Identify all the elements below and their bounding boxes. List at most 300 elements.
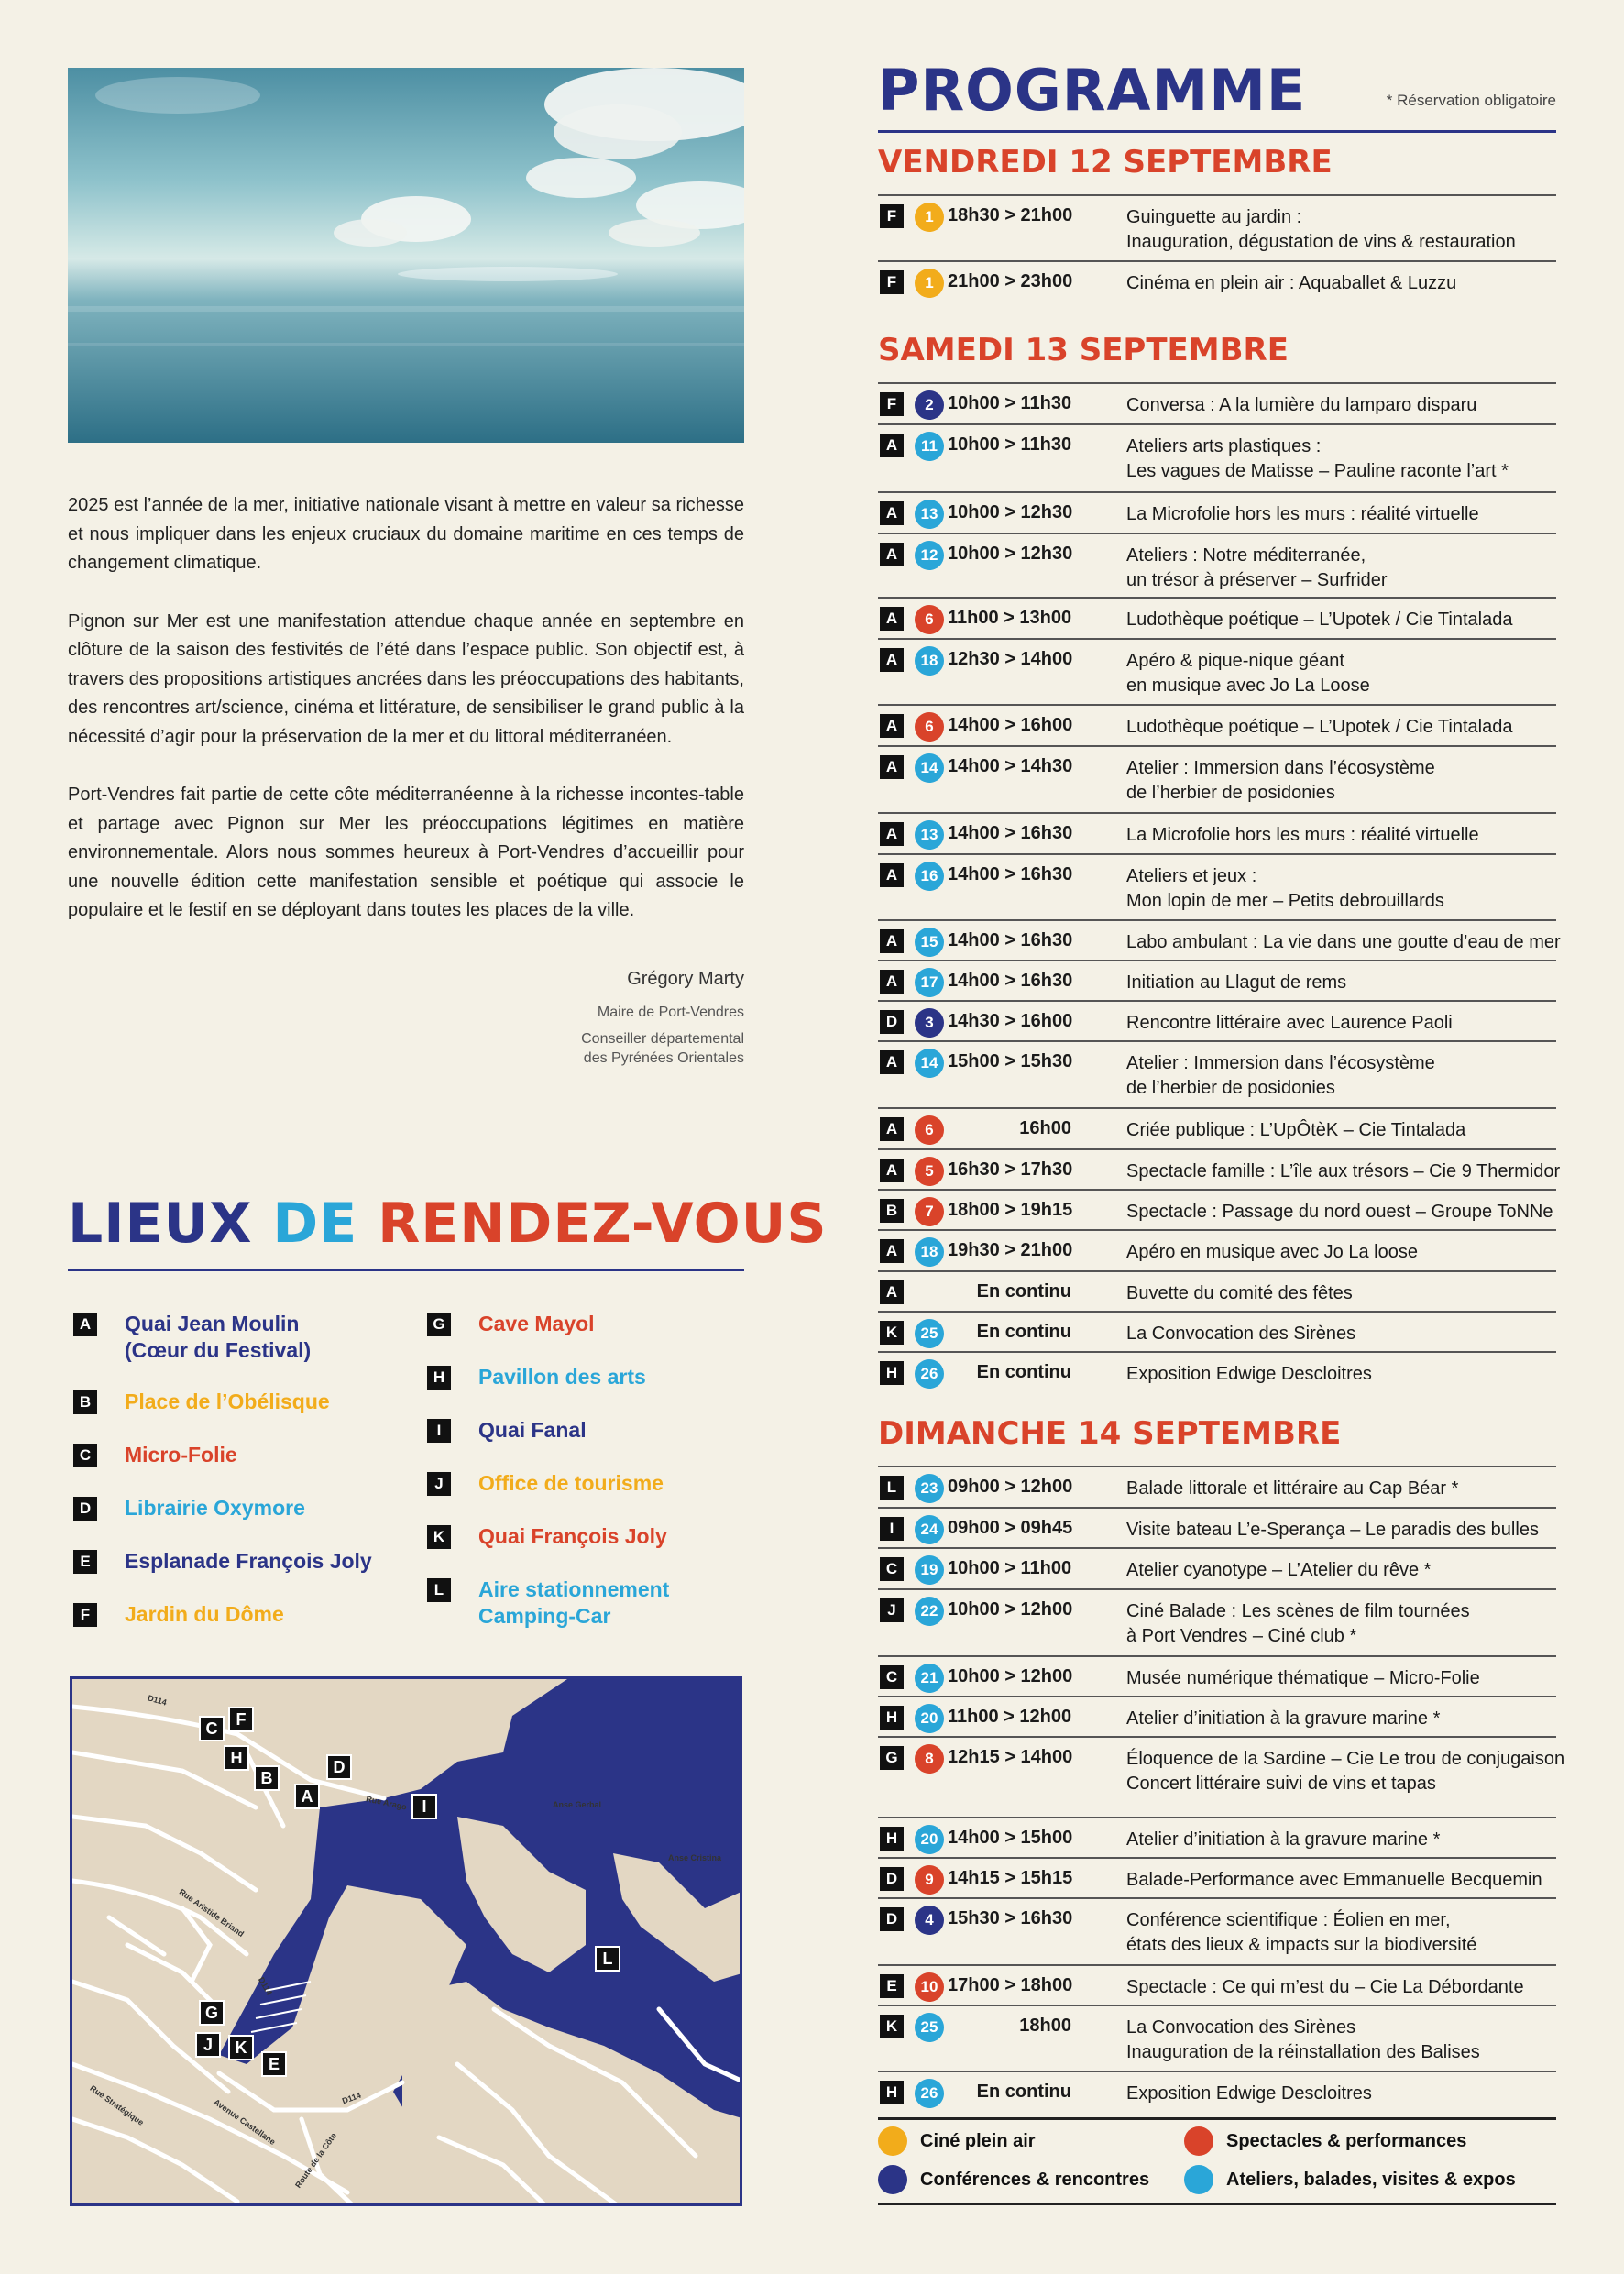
event-description xyxy=(1126,205,1557,255)
venue-name-line: Micro-Folie xyxy=(125,1443,237,1467)
event-description-line: Atelier : Immersion dans l’écosystème xyxy=(1126,1053,1435,1073)
event-time: 14h00 > 16h30 xyxy=(948,930,1073,950)
event-description xyxy=(1126,393,1557,418)
legend-dot-icon xyxy=(1184,2126,1213,2156)
venue-letter-badge: C xyxy=(73,1444,97,1467)
event-number-badge: 1 xyxy=(915,203,944,232)
event-number-badge: 20 xyxy=(915,1704,944,1733)
venue-map xyxy=(70,1676,742,2206)
legend-dot-icon xyxy=(1184,2165,1213,2194)
event-number-badge: 5 xyxy=(915,1157,944,1186)
event-time: 16h30 > 17h30 xyxy=(948,1159,1073,1180)
event-time: 09h00 > 09h45 xyxy=(948,1518,1073,1538)
venue-item xyxy=(427,1366,646,1390)
event-description-line: Buvette du comité des fêtes xyxy=(1126,1283,1353,1303)
programme-row xyxy=(878,194,1556,260)
programme-row xyxy=(878,638,1556,704)
event-number-badge: 6 xyxy=(915,1115,944,1145)
event-time: 10h00 > 11h00 xyxy=(948,1558,1072,1578)
event-number-badge: 11 xyxy=(915,432,944,461)
road-label: Rue Stratégique xyxy=(88,2083,146,2127)
venue-letter-badge: G xyxy=(880,1746,904,1770)
venue-name xyxy=(125,1495,305,1521)
event-number-badge: 3 xyxy=(915,1008,944,1038)
event-description xyxy=(1126,1011,1557,1036)
event-time: En continu xyxy=(976,1362,1071,1382)
event-description xyxy=(1126,1599,1557,1649)
event-time: 12h15 > 14h00 xyxy=(948,1747,1073,1767)
event-description-line: La Convocation des Sirènes xyxy=(1126,2017,1356,2038)
intro-text xyxy=(68,491,744,955)
event-description xyxy=(1126,1828,1557,1852)
event-description xyxy=(1126,971,1557,995)
venue-name-line: Quai Fanal xyxy=(478,1418,587,1442)
event-description xyxy=(1126,1159,1561,1184)
programme-row xyxy=(878,1189,1556,1229)
intro-paragraph-2: Pignon sur Mer est une manifestation attendue chaque année en septembre en clôture de la saison des festivités de l’été dans l’espace public. Son objectif est, à travers des propositions artistiques ancrées dans les préoccupations des habitants, des rencontres art/science, cinéma et littérature, de sensibiliser le grand public à la nécessité d’agir pour la préservation de la mer et du littoral méditerranéen. xyxy=(68,610,744,747)
programme-row xyxy=(878,1655,1556,1696)
event-time: En continu xyxy=(976,1281,1071,1302)
day-heading: VENDREDI 12 SEPTEMBRE xyxy=(878,144,1333,181)
venue-name xyxy=(125,1548,372,1575)
event-description-line: à Port Vendres – Ciné club * xyxy=(1126,1626,1357,1646)
event-description xyxy=(1126,1558,1557,1583)
venue-name-line: Pavillon des arts xyxy=(478,1365,646,1389)
event-description xyxy=(1126,756,1557,806)
event-time: 14h00 > 16h30 xyxy=(948,971,1073,991)
map-drawing xyxy=(72,1679,742,2206)
legend-label: Ciné plein air xyxy=(920,2130,1036,2151)
event-time: 14h00 > 16h30 xyxy=(948,823,1073,843)
legend-item xyxy=(878,2165,1149,2194)
map-marker-d[interactable]: D xyxy=(326,1754,352,1780)
venue-letter-badge: K xyxy=(880,2015,904,2038)
event-description xyxy=(1126,649,1557,698)
event-time: 18h00 xyxy=(1019,2016,1071,2036)
event-description-line: Concert littéraire suivi de vins et tapas xyxy=(1126,1774,1436,1794)
map-marker-k[interactable]: K xyxy=(228,2035,254,2060)
signature-role-1: Maire de Port-Vendres xyxy=(597,1005,744,1020)
intro-paragraph-1: 2025 est l’année de la mer, initiative nationale visant à mettre en valeur sa richesse et nous impliquer dans les enjeux cruciaux du domaine maritime en ces temps de changement climatique. xyxy=(68,495,744,573)
event-number-badge: 4 xyxy=(915,1906,944,1935)
event-description-line: Les vagues de Matisse – Pauline raconte l’art * xyxy=(1126,461,1509,481)
programme-row xyxy=(878,960,1556,1000)
event-number-badge: 13 xyxy=(915,500,944,529)
venue-letter-badge: H xyxy=(880,1706,904,1730)
venue-letter-badge: H xyxy=(427,1366,451,1390)
day-heading: SAMEDI 13 SEPTEMBRE xyxy=(878,332,1289,368)
event-time: 14h30 > 16h00 xyxy=(948,1011,1073,1031)
event-number-badge: 10 xyxy=(915,1972,944,2002)
event-description-line: Guinguette au jardin : xyxy=(1126,207,1302,227)
legend-label: Ateliers, balades, visites & expos xyxy=(1226,2169,1516,2190)
venue-name xyxy=(478,1523,667,1550)
event-number-badge: 22 xyxy=(915,1597,944,1626)
legend-dot-icon xyxy=(878,2165,907,2194)
venue-letter-badge: D xyxy=(880,1010,904,1034)
event-time: 15h30 > 16h30 xyxy=(948,1908,1073,1928)
venue-name-line: Jardin du Dôme xyxy=(125,1602,284,1626)
event-description-line: de l’herbier de posidonies xyxy=(1126,1078,1335,1098)
legend-label: Spectacles & performances xyxy=(1226,2130,1467,2151)
event-description xyxy=(1126,608,1557,632)
venue-letter-badge: A xyxy=(880,501,904,525)
venue-letter-badge: A xyxy=(880,863,904,887)
event-number-badge: 8 xyxy=(915,1744,944,1774)
event-description xyxy=(1126,271,1557,296)
lieux-title-word-3: RENDEZ-VOUS xyxy=(378,1192,828,1256)
venue-name-line: Place de l’Obélisque xyxy=(125,1390,330,1413)
event-description xyxy=(1126,1666,1557,1691)
event-description-line: Ateliers et jeux : xyxy=(1126,866,1257,886)
event-time: 18h30 > 21h00 xyxy=(948,205,1073,225)
venue-letter-badge: A xyxy=(880,1239,904,1263)
event-number-badge: 9 xyxy=(915,1865,944,1895)
venue-item xyxy=(427,1313,595,1337)
programme-row xyxy=(878,491,1556,532)
programme-row xyxy=(878,1897,1556,1963)
venue-letter-badge: A xyxy=(880,822,904,846)
venue-letter-badge: L xyxy=(427,1578,451,1602)
venue-letter-badge: D xyxy=(880,1867,904,1891)
event-description xyxy=(1126,2082,1557,2106)
event-number-badge: 19 xyxy=(915,1555,944,1585)
event-time: 12h30 > 14h00 xyxy=(948,649,1073,669)
venue-letter-badge: F xyxy=(73,1603,97,1627)
event-time: 10h00 > 11h30 xyxy=(948,393,1072,413)
programme-title: PROGRAMME xyxy=(878,57,1307,124)
event-description-line: Éloquence de la Sardine – Cie Le trou de conjugaison xyxy=(1126,1749,1565,1769)
programme-row xyxy=(878,1964,1556,2005)
venue-letter-badge: A xyxy=(880,1280,904,1304)
event-time: 14h00 > 16h30 xyxy=(948,864,1073,884)
venue-letter-badge: D xyxy=(73,1497,97,1521)
programme-row xyxy=(878,1040,1556,1106)
programme-row xyxy=(878,260,1556,301)
venue-item xyxy=(73,1313,311,1364)
event-description xyxy=(1126,1200,1557,1225)
event-description-line: Atelier d’initiation à la gravure marine * xyxy=(1126,1829,1441,1850)
venue-name xyxy=(125,1311,311,1364)
event-description-line: Apéro en musique avec Jo La loose xyxy=(1126,1242,1418,1262)
map-marker-h[interactable]: H xyxy=(224,1745,249,1771)
event-description xyxy=(1126,1118,1557,1143)
event-description-line: La Convocation des Sirènes xyxy=(1126,1324,1356,1344)
event-time: 19h30 > 21h00 xyxy=(948,1240,1073,1260)
venue-name xyxy=(478,1576,669,1630)
road-label: D114 xyxy=(147,1693,168,1708)
venue-item xyxy=(73,1497,305,1521)
event-time: En continu xyxy=(976,2082,1071,2102)
venue-letter-badge: A xyxy=(880,755,904,779)
event-number-badge: 14 xyxy=(915,753,944,783)
divider xyxy=(68,1269,744,1271)
programme-row xyxy=(878,2071,1556,2111)
event-description-line: en musique avec Jo La Loose xyxy=(1126,676,1370,696)
programme-row xyxy=(878,1817,1556,1857)
event-description-line: Spectacle : Passage du nord ouest – Groupe ToNNe xyxy=(1126,1202,1553,1222)
venue-name-line: Librairie Oxymore xyxy=(125,1496,305,1520)
road-label: Rue Arago xyxy=(365,1794,408,1812)
event-time: 14h00 > 14h30 xyxy=(948,756,1073,776)
event-description-line: Rencontre littéraire avec Laurence Paoli xyxy=(1126,1013,1453,1033)
programme-row xyxy=(878,1507,1556,1547)
venue-letter-badge: K xyxy=(427,1525,451,1549)
venue-name-line: Office de tourisme xyxy=(478,1471,664,1495)
legend-label: Conférences & rencontres xyxy=(920,2169,1150,2190)
event-description xyxy=(1126,1240,1557,1265)
programme-row xyxy=(878,1588,1556,1654)
event-description-line: Ciné Balade : Les scènes de film tournées xyxy=(1126,1601,1470,1621)
programme-row xyxy=(878,1311,1556,1351)
venue-letter-badge: A xyxy=(880,1050,904,1074)
event-number-badge: 16 xyxy=(915,862,944,891)
map-marker-a[interactable]: A xyxy=(294,1784,320,1809)
event-description xyxy=(1126,1322,1557,1346)
programme-row xyxy=(878,423,1556,489)
venue-name-line: Cave Mayol xyxy=(478,1312,595,1335)
road-label: Avenue Castellane xyxy=(212,2097,278,2147)
event-description-line: Spectacle : Ce qui m’est du – Cie La Débordante xyxy=(1126,1977,1524,1997)
venue-name xyxy=(125,1389,330,1415)
venue-letter-badge: A xyxy=(880,434,904,457)
venue-name-line: Aire stationnement xyxy=(478,1577,670,1601)
event-description xyxy=(1126,1051,1557,1101)
event-time: 15h00 > 15h30 xyxy=(948,1051,1073,1071)
legend-dot-icon xyxy=(878,2126,907,2156)
event-description-line: Mon lopin de mer – Petits debrouillards xyxy=(1126,891,1444,911)
venue-letter-badge: H xyxy=(880,2081,904,2104)
programme-row xyxy=(878,533,1556,599)
venue-letter-badge: C xyxy=(880,1665,904,1689)
event-description xyxy=(1126,823,1557,848)
venue-name xyxy=(125,1601,284,1628)
event-description-line: Inauguration de la réinstallation des Balises xyxy=(1126,2042,1480,2062)
event-description-line: Cinéma en plein air : Aquaballet & Luzzu xyxy=(1126,273,1457,293)
map-marker-c[interactable]: C xyxy=(199,1716,225,1741)
event-time: 10h00 > 12h30 xyxy=(948,544,1073,564)
event-time: 14h00 > 15h00 xyxy=(948,1828,1073,1848)
reservation-note: * Réservation obligatoire xyxy=(1386,92,1556,109)
day-heading: DIMANCHE 14 SEPTEMBRE xyxy=(878,1415,1342,1452)
venue-letter-badge: A xyxy=(880,714,904,738)
event-number-badge: 20 xyxy=(915,1825,944,1854)
event-number-badge: 7 xyxy=(915,1197,944,1226)
venue-name-line: Camping-Car xyxy=(478,1604,611,1628)
map-marker-f[interactable]: F xyxy=(228,1707,254,1732)
event-number-badge: 2 xyxy=(915,390,944,420)
event-description-line: Exposition Edwige Descloitres xyxy=(1126,1364,1372,1384)
programme-row xyxy=(878,1000,1556,1040)
divider xyxy=(878,2117,1556,2120)
event-description-line: Conversa : A la lumière du lamparo disparu xyxy=(1126,395,1477,415)
venue-letter-badge: C xyxy=(880,1557,904,1581)
map-marker-l[interactable]: L xyxy=(595,1946,620,1972)
venue-item xyxy=(73,1550,372,1575)
event-time: 10h00 > 12h00 xyxy=(948,1599,1073,1620)
venue-item xyxy=(73,1444,237,1468)
event-description-line: Apéro & pique-nique géant xyxy=(1126,651,1344,671)
event-description xyxy=(1126,1975,1557,2000)
event-description-line: Atelier d’initiation à la gravure marine * xyxy=(1126,1708,1441,1729)
event-number-badge: 6 xyxy=(915,712,944,742)
event-description-line: Balade-Performance avec Emmanuelle Becquemin xyxy=(1126,1870,1542,1890)
programme-row xyxy=(878,597,1556,637)
venue-letter-badge: B xyxy=(880,1199,904,1223)
venue-name xyxy=(125,1442,237,1468)
venue-item xyxy=(427,1578,669,1630)
programme-row xyxy=(878,1107,1556,1148)
venue-letter-badge: I xyxy=(880,1517,904,1541)
event-description-line: Ateliers arts plastiques : xyxy=(1126,436,1322,456)
programme-row xyxy=(878,745,1556,811)
event-time: En continu xyxy=(976,1322,1071,1342)
venue-letter-badge: L xyxy=(880,1476,904,1500)
programme-row xyxy=(878,704,1556,744)
signature-name: Grégory Marty xyxy=(627,969,744,989)
event-time: 10h00 > 12h30 xyxy=(948,502,1073,522)
road-label: Route de la Côte xyxy=(293,2131,338,2190)
event-description-line: Musée numérique thématique – Micro-Folie xyxy=(1126,1668,1480,1688)
event-description-line: Ludothèque poétique – L’Upotek / Cie Tintalada xyxy=(1126,610,1513,630)
event-description-line: Atelier : Immersion dans l’écosystème xyxy=(1126,758,1435,778)
event-number-badge: 14 xyxy=(915,1049,944,1078)
venue-name-line: Esplanade François Joly xyxy=(125,1549,372,1573)
programme-row xyxy=(878,1736,1565,1802)
event-description-line: Balade littorale et littéraire au Cap Béar * xyxy=(1126,1478,1459,1499)
event-time: 17h00 > 18h00 xyxy=(948,1975,1073,1995)
event-description-line: Labo ambulant : La vie dans une goutte d’eau de mer xyxy=(1126,932,1561,952)
event-time: 10h00 > 12h00 xyxy=(948,1666,1073,1686)
venue-item xyxy=(427,1525,667,1550)
event-time: 10h00 > 11h30 xyxy=(948,434,1072,455)
event-number-badge: 25 xyxy=(915,1319,944,1348)
venue-name xyxy=(478,1417,587,1444)
venue-letter-badge: J xyxy=(880,1598,904,1622)
event-number-badge: 1 xyxy=(915,269,944,298)
map-marker-i[interactable]: I xyxy=(411,1794,437,1819)
venue-letter-badge: E xyxy=(880,1974,904,1998)
venue-letter-badge: A xyxy=(880,1159,904,1182)
event-description xyxy=(1126,1281,1557,1306)
event-number-badge: 12 xyxy=(915,541,944,570)
event-number-badge: 15 xyxy=(915,928,944,957)
venue-letter-badge: A xyxy=(880,929,904,953)
event-number-badge: 23 xyxy=(915,1474,944,1503)
road-label: Anse Cristina xyxy=(668,1853,722,1862)
map-marker-b[interactable]: B xyxy=(254,1765,280,1791)
event-description-line: Spectacle famille : L’île aux trésors – Cie 9 Thermidor xyxy=(1126,1161,1561,1181)
event-time: 14h15 > 15h15 xyxy=(948,1868,1073,1888)
event-time: 11h00 > 13h00 xyxy=(948,608,1072,628)
programme-row xyxy=(878,1696,1556,1736)
event-description-line: de l’herbier de posidonies xyxy=(1126,783,1335,803)
signature-role-2b: des Pyrénées Orientales xyxy=(583,1050,744,1066)
programme-row xyxy=(878,382,1556,423)
event-description-line: Exposition Edwige Descloitres xyxy=(1126,2083,1372,2104)
programme-row xyxy=(878,853,1556,919)
event-description xyxy=(1126,715,1557,740)
event-number-badge: 17 xyxy=(915,968,944,997)
venue-item xyxy=(427,1419,587,1444)
venue-name xyxy=(478,1364,646,1390)
venue-letter-badge: B xyxy=(73,1390,97,1414)
venue-letter-badge: J xyxy=(427,1472,451,1496)
event-number-badge: 13 xyxy=(915,820,944,850)
event-description-line: états des lieux & impacts sur la biodiversité xyxy=(1126,1935,1477,1955)
venue-item xyxy=(427,1472,664,1497)
programme-row xyxy=(878,1857,1556,1897)
event-time: 14h00 > 16h00 xyxy=(948,715,1073,735)
event-description xyxy=(1126,434,1557,484)
road-label: Rue Aristide Briand xyxy=(177,1886,246,1939)
venue-name-line: Quai Jean Moulin xyxy=(125,1312,300,1335)
legend-item xyxy=(1184,2126,1466,2156)
event-description-line: Inauguration, dégustation de vins & restauration xyxy=(1126,232,1516,252)
sea-photo xyxy=(68,68,744,443)
divider xyxy=(878,2203,1556,2205)
venue-letter-badge: I xyxy=(427,1419,451,1443)
event-time: 21h00 > 23h00 xyxy=(948,271,1073,291)
event-description xyxy=(1126,1908,1557,1958)
event-description xyxy=(1126,1707,1557,1731)
event-description-line: Criée publique : L’UpÔtèK – Cie Tintalada xyxy=(1126,1120,1466,1140)
event-description-line: Atelier cyanotype – L’Atelier du rêve * xyxy=(1126,1560,1432,1580)
programme-row xyxy=(878,1351,1556,1391)
event-description xyxy=(1126,930,1561,955)
event-description xyxy=(1126,1477,1557,1501)
map-marker-g[interactable]: G xyxy=(199,2000,225,2026)
venue-letter-badge: H xyxy=(880,1361,904,1385)
event-number-badge: 26 xyxy=(915,2079,944,2108)
event-number-badge: 25 xyxy=(915,2013,944,2042)
venue-letter-badge: H xyxy=(880,1827,904,1851)
programme-row xyxy=(878,919,1561,960)
event-description xyxy=(1126,502,1557,527)
lieux-title-word-1: LIEUX xyxy=(68,1192,253,1256)
event-number-badge: 26 xyxy=(915,1359,944,1389)
event-time: 16h00 xyxy=(1019,1118,1071,1138)
venue-name-line: Quai François Joly xyxy=(478,1524,667,1548)
event-description xyxy=(1126,864,1557,914)
road-label: D114 xyxy=(340,2090,363,2106)
map-marker-e[interactable]: E xyxy=(261,2051,287,2077)
event-description-line: Ludothèque poétique – L’Upotek / Cie Tintalada xyxy=(1126,717,1513,737)
road-label: D114 xyxy=(256,1975,275,1997)
event-description-line: La Microfolie hors les murs : réalité virtuelle xyxy=(1126,504,1479,524)
event-description-line: Conférence scientifique : Éolien en mer, xyxy=(1126,1910,1451,1930)
legend-item xyxy=(1184,2165,1516,2194)
venue-letter-badge: A xyxy=(880,970,904,994)
signature-role-2a: Conseiller départemental xyxy=(581,1031,744,1047)
venue-letter-badge: G xyxy=(427,1313,451,1336)
divider xyxy=(878,130,1556,133)
venue-name xyxy=(478,1311,595,1337)
venue-letter-badge: D xyxy=(880,1907,904,1931)
venue-letter-badge: A xyxy=(880,1117,904,1141)
road-label: Anse Gerbal xyxy=(553,1800,602,1809)
map-marker-j[interactable]: J xyxy=(195,2032,221,2058)
venue-letter-badge: F xyxy=(880,204,904,228)
venue-letter-badge: F xyxy=(880,270,904,294)
signature-block xyxy=(378,969,744,1068)
event-description xyxy=(1126,1518,1557,1543)
programme-row xyxy=(878,1148,1561,1189)
venue-name xyxy=(478,1470,664,1497)
programme-row xyxy=(878,1229,1556,1269)
programme-row xyxy=(878,2005,1556,2071)
event-description-line: La Microfolie hors les murs : réalité virtuelle xyxy=(1126,825,1479,845)
